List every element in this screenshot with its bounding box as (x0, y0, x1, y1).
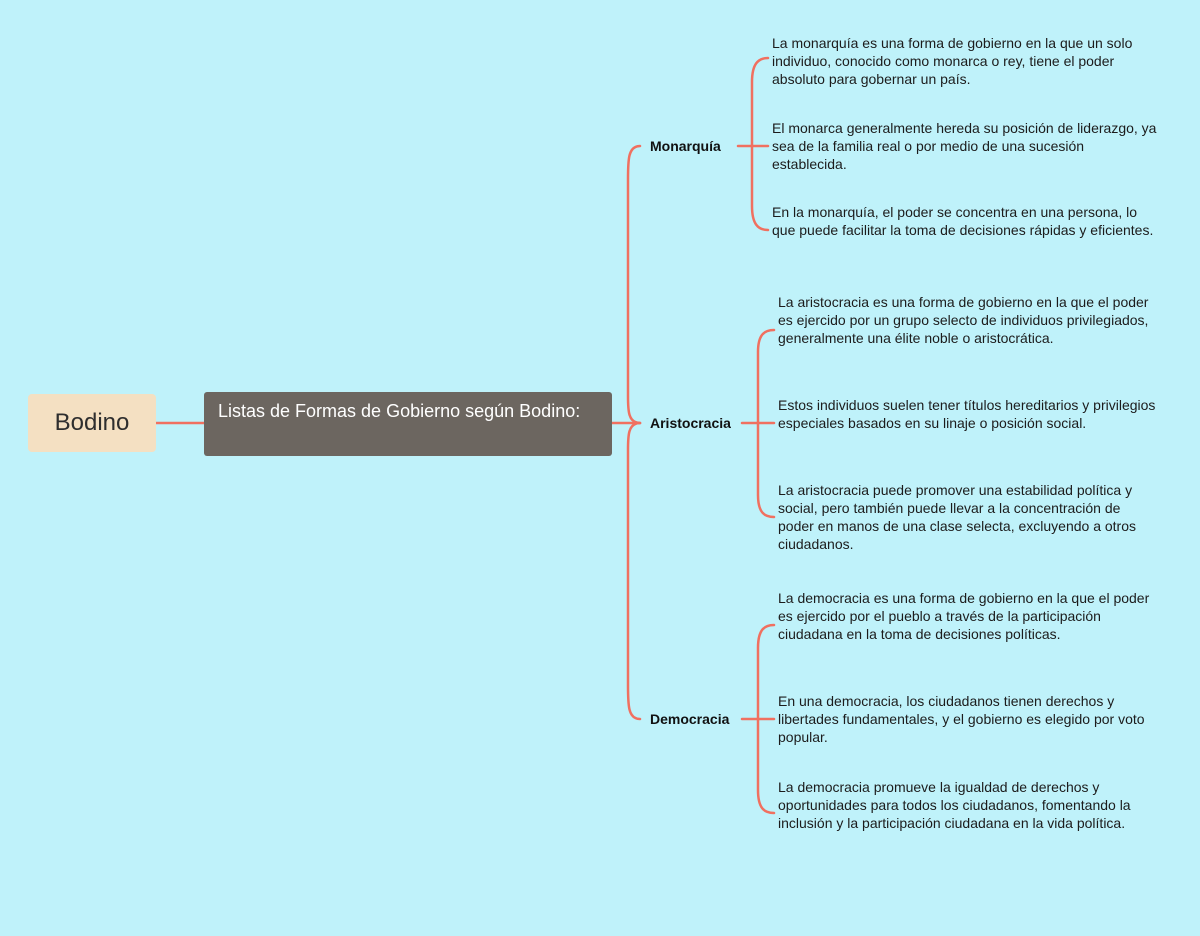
branch-aristocracia: Aristocracia (650, 415, 731, 431)
branch-monarquia: Monarquía (650, 138, 721, 154)
leaf-democracia-3: La democracia promueve la igualdad de derechos y oportunidades para todos los ciudadanos, fomentando la inclusión y la participación ciudadana en la vida política. (778, 779, 1131, 831)
connector-democracia-leaf-1 (758, 625, 774, 719)
connector-trunk-democracia (628, 423, 640, 719)
leaf-monarquia-2: El monarca generalmente hereda su posición de liderazgo, ya sea de la familia real o por medio de una sucesión establecida. (772, 120, 1157, 172)
main-topic-label: Listas de Formas de Gobierno según Bodino: (218, 401, 581, 421)
root-label: Bodino (54, 409, 130, 436)
leaf-democracia-2: En una democracia, los ciudadanos tienen derechos y libertades fundamentales, y el gobierno es elegido por voto popular. (778, 693, 1145, 745)
main-topic-node (204, 392, 612, 456)
leaf-aristocracia-2: Estos individuos suelen tener títulos hereditarios y privilegios especiales basados en su linaje o posición social. (778, 397, 1156, 431)
leaf-aristocracia-3: La aristocracia puede promover una estabilidad política y social, pero también puede llevar a la concentración de poder en manos de una clase selecta, excluyendo a otros ciudadanos. (778, 482, 1137, 552)
root-node (28, 394, 156, 452)
connector-aristocracia-leaf-3 (758, 423, 774, 517)
branch-democracia: Democracia (650, 711, 730, 727)
connector-monarquia-leaf-1 (752, 58, 768, 146)
connector-aristocracia-leaf-1 (758, 330, 774, 423)
connector-monarquia-leaf-3 (752, 146, 768, 230)
leaf-monarquia-3: En la monarquía, el poder se concentra en una persona, lo que puede facilitar la toma de decisiones rápidas y eficientes. (772, 204, 1154, 238)
connector-trunk-monarquia (628, 146, 640, 423)
leaf-aristocracia-1: La aristocracia es una forma de gobierno en la que el poder es ejercido por un grupo selecto de individuos privilegiados, generalmente una élite noble o aristocrática. (778, 294, 1149, 346)
leaf-democracia-1: La democracia es una forma de gobierno en la que el poder es ejercido por el pueblo a través de la participación ciudadana en la toma de decisiones políticas. (778, 590, 1150, 642)
leaf-monarquia-1: La monarquía es una forma de gobierno en la que un solo individuo, conocido como monarca o rey, tiene el poder absoluto para gobernar un país. (772, 35, 1133, 87)
connector-democracia-leaf-3 (758, 719, 774, 813)
